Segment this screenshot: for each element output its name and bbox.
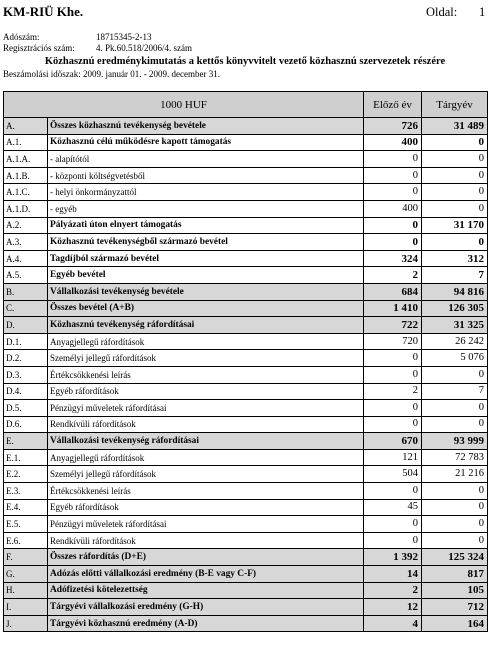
row-previous-year: 0 xyxy=(364,516,422,533)
row-label: Egyéb ráfordítások xyxy=(48,383,364,400)
row-label: Pályázati úton elnyert támogatás xyxy=(48,217,364,234)
table-row xyxy=(4,134,488,151)
table-row xyxy=(4,350,488,367)
row-code: D.6. xyxy=(4,416,48,433)
row-label: Tárgyévi közhasznú eredmény (A-D) xyxy=(48,615,364,632)
row-current-year: 312 xyxy=(422,250,488,267)
table-row xyxy=(4,200,488,217)
table-row xyxy=(4,167,488,184)
row-label: Közhasznú célú működésre kapott támogatás xyxy=(48,134,364,151)
row-code: D.1. xyxy=(4,333,48,350)
row-label: Összes közhasznú tevékenység bevétele xyxy=(48,118,364,135)
row-current-year: 72 783 xyxy=(422,449,488,466)
row-code: H. xyxy=(4,582,48,599)
row-previous-year: 14 xyxy=(364,566,422,583)
row-label: Értékcsökkenési leírás xyxy=(48,366,364,383)
table-row xyxy=(4,615,488,632)
table-row xyxy=(4,317,488,334)
table-row xyxy=(4,416,488,433)
row-label: Személyi jellegű ráfordítások xyxy=(48,466,364,483)
row-current-year: 0 xyxy=(422,151,488,168)
page-label: Oldal: xyxy=(426,5,458,19)
tax-number-label: Adószám: xyxy=(3,32,40,42)
table-row xyxy=(4,118,488,135)
row-code: E.4. xyxy=(4,499,48,516)
table-row xyxy=(4,582,488,599)
row-current-year: 0 xyxy=(422,516,488,533)
row-label: Egyéb bevétel xyxy=(48,267,364,284)
row-current-year: 0 xyxy=(422,234,488,251)
row-previous-year: 2 xyxy=(364,383,422,400)
table-row xyxy=(4,250,488,267)
row-previous-year: 722 xyxy=(364,317,422,334)
row-previous-year: 1 392 xyxy=(364,549,422,566)
row-current-year: 164 xyxy=(422,615,488,632)
row-previous-year: 2 xyxy=(364,267,422,284)
row-previous-year: 0 xyxy=(364,483,422,500)
row-previous-year: 45 xyxy=(364,499,422,516)
table-row xyxy=(4,483,488,500)
row-label: Pénzügyi műveletek ráfordításai xyxy=(48,400,364,417)
row-current-year: 0 xyxy=(422,366,488,383)
row-current-year: 94 816 xyxy=(422,283,488,300)
row-code: A.1.A. xyxy=(4,151,48,168)
previous-year-header: Előző év xyxy=(364,92,422,118)
table-row xyxy=(4,566,488,583)
row-previous-year: 670 xyxy=(364,433,422,450)
row-label: Rendkívüli ráfordítások xyxy=(48,532,364,549)
row-current-year: 26 242 xyxy=(422,333,488,350)
row-label: Anyagjellegű ráfordítások xyxy=(48,333,364,350)
row-code: E.1. xyxy=(4,449,48,466)
row-current-year: 0 xyxy=(422,483,488,500)
row-label: Rendkívüli ráfordítások xyxy=(48,416,364,433)
row-code: A. xyxy=(4,118,48,135)
income-statement-table xyxy=(3,91,488,632)
row-label: Tárgyévi vállalkozási eredmény (G-H) xyxy=(48,599,364,616)
row-label: - központi költségvetésből xyxy=(48,167,364,184)
registration-number-label: Regisztrációs szám: xyxy=(3,43,75,53)
row-label: Vállalkozási tevékenység bevétele xyxy=(48,283,364,300)
row-label: Személyi jellegű ráfordítások xyxy=(48,350,364,367)
table-row xyxy=(4,516,488,533)
row-previous-year: 121 xyxy=(364,449,422,466)
row-code: D.5. xyxy=(4,400,48,417)
row-label: Pénzügyi műveletek ráfordításai xyxy=(48,516,364,533)
row-label: Közhasznú tevékenység ráfordításai xyxy=(48,317,364,334)
row-code: C. xyxy=(4,300,48,317)
table-row xyxy=(4,184,488,201)
row-code: D.2. xyxy=(4,350,48,367)
row-label: - helyi önkormányzattól xyxy=(48,184,364,201)
row-previous-year: 0 xyxy=(364,151,422,168)
table-row xyxy=(4,599,488,616)
row-code: F. xyxy=(4,549,48,566)
table-row xyxy=(4,217,488,234)
table-header-row xyxy=(4,92,488,118)
table-row xyxy=(4,333,488,350)
row-label: Adózás előtti vállalkozási eredmény (B-E vagy C-F) xyxy=(48,566,364,583)
row-label: Adófizetési kötelezettség xyxy=(48,582,364,599)
row-current-year: 712 xyxy=(422,599,488,616)
row-current-year: 0 xyxy=(422,499,488,516)
row-code: A.1.B. xyxy=(4,167,48,184)
table-row xyxy=(4,300,488,317)
table-row xyxy=(4,449,488,466)
row-current-year: 5 076 xyxy=(422,350,488,367)
row-code: A.5. xyxy=(4,267,48,284)
row-current-year: 7 xyxy=(422,383,488,400)
table-row xyxy=(4,366,488,383)
row-previous-year: 504 xyxy=(364,466,422,483)
row-previous-year: 1 410 xyxy=(364,300,422,317)
row-current-year: 7 xyxy=(422,267,488,284)
row-previous-year: 400 xyxy=(364,134,422,151)
row-current-year: 31 325 xyxy=(422,317,488,334)
row-code: D.4. xyxy=(4,383,48,400)
table-row xyxy=(4,433,488,450)
row-label: Anyagjellegű ráfordítások xyxy=(48,449,364,466)
row-code: A.3. xyxy=(4,234,48,251)
row-label: - alapítótól xyxy=(48,151,364,168)
table-row xyxy=(4,466,488,483)
row-previous-year: 0 xyxy=(364,217,422,234)
table-row xyxy=(4,532,488,549)
row-label: Vállalkozási tevékenység ráfordításai xyxy=(48,433,364,450)
row-current-year: 817 xyxy=(422,566,488,583)
row-code: A.1. xyxy=(4,134,48,151)
row-previous-year: 720 xyxy=(364,333,422,350)
row-code: E.2. xyxy=(4,466,48,483)
table-row xyxy=(4,234,488,251)
table-row xyxy=(4,400,488,417)
row-code: A.2. xyxy=(4,217,48,234)
row-label: - egyéb xyxy=(48,200,364,217)
row-current-year: 0 xyxy=(422,416,488,433)
row-current-year: 0 xyxy=(422,184,488,201)
row-code: E.3. xyxy=(4,483,48,500)
row-code: B. xyxy=(4,283,48,300)
company-name: KM-RIÜ Khe. xyxy=(3,4,84,19)
table-row xyxy=(4,499,488,516)
row-previous-year: 0 xyxy=(364,366,422,383)
row-current-year: 0 xyxy=(422,134,488,151)
row-current-year: 93 999 xyxy=(422,433,488,450)
registration-number-value: 4. Pk.60.518/2006/4. szám xyxy=(96,43,192,53)
row-previous-year: 684 xyxy=(364,283,422,300)
row-previous-year: 2 xyxy=(364,582,422,599)
row-code: E. xyxy=(4,433,48,450)
row-current-year: 0 xyxy=(422,400,488,417)
row-previous-year: 0 xyxy=(364,234,422,251)
row-code: D. xyxy=(4,317,48,334)
table-row xyxy=(4,267,488,284)
row-previous-year: 324 xyxy=(364,250,422,267)
row-code: E.5. xyxy=(4,516,48,533)
table-row xyxy=(4,151,488,168)
row-label: Tagdíjból származó bevétel xyxy=(48,250,364,267)
row-code: D.3. xyxy=(4,366,48,383)
reporting-period: Beszámolási időszak: 2009. január 01. - 2009. december 31. xyxy=(3,69,220,79)
row-label: Közhasznú tevékenységből származó bevétel xyxy=(48,234,364,251)
report-title: Közhasznú eredménykimutatás a kettős könyvvitelt vezető közhasznú szervezetek részére xyxy=(44,56,446,67)
table-row xyxy=(4,549,488,566)
row-previous-year: 0 xyxy=(364,350,422,367)
row-previous-year: 400 xyxy=(364,200,422,217)
row-code: A.1.D. xyxy=(4,200,48,217)
row-label: Egyéb ráfordítások xyxy=(48,499,364,516)
row-code: I. xyxy=(4,599,48,616)
row-code: A.1.C. xyxy=(4,184,48,201)
row-label: Összes bevétel (A+B) xyxy=(48,300,364,317)
row-previous-year: 4 xyxy=(364,615,422,632)
row-current-year: 125 324 xyxy=(422,549,488,566)
row-label: Értékcsökkenési leírás xyxy=(48,483,364,500)
row-label: Összes ráfordítás (D+E) xyxy=(48,549,364,566)
row-current-year: 105 xyxy=(422,582,488,599)
row-code: E.6. xyxy=(4,532,48,549)
row-current-year: 0 xyxy=(422,167,488,184)
row-code: G. xyxy=(4,566,48,583)
row-current-year: 0 xyxy=(422,200,488,217)
row-previous-year: 0 xyxy=(364,532,422,549)
row-current-year: 0 xyxy=(422,532,488,549)
row-current-year: 21 216 xyxy=(422,466,488,483)
row-code: A.4. xyxy=(4,250,48,267)
row-current-year: 31 170 xyxy=(422,217,488,234)
row-current-year: 31 489 xyxy=(422,118,488,135)
table-row xyxy=(4,283,488,300)
row-previous-year: 0 xyxy=(364,167,422,184)
row-previous-year: 0 xyxy=(364,184,422,201)
row-current-year: 126 305 xyxy=(422,300,488,317)
row-previous-year: 726 xyxy=(364,118,422,135)
row-previous-year: 0 xyxy=(364,416,422,433)
row-previous-year: 0 xyxy=(364,400,422,417)
row-code: J. xyxy=(4,615,48,632)
current-year-header: Tárgyév xyxy=(422,92,488,118)
row-previous-year: 12 xyxy=(364,599,422,616)
tax-number-value: 18715345-2-13 xyxy=(96,32,152,42)
page-number: 1 xyxy=(479,5,486,19)
unit-header: 1000 HUF xyxy=(4,92,364,118)
table-row xyxy=(4,383,488,400)
